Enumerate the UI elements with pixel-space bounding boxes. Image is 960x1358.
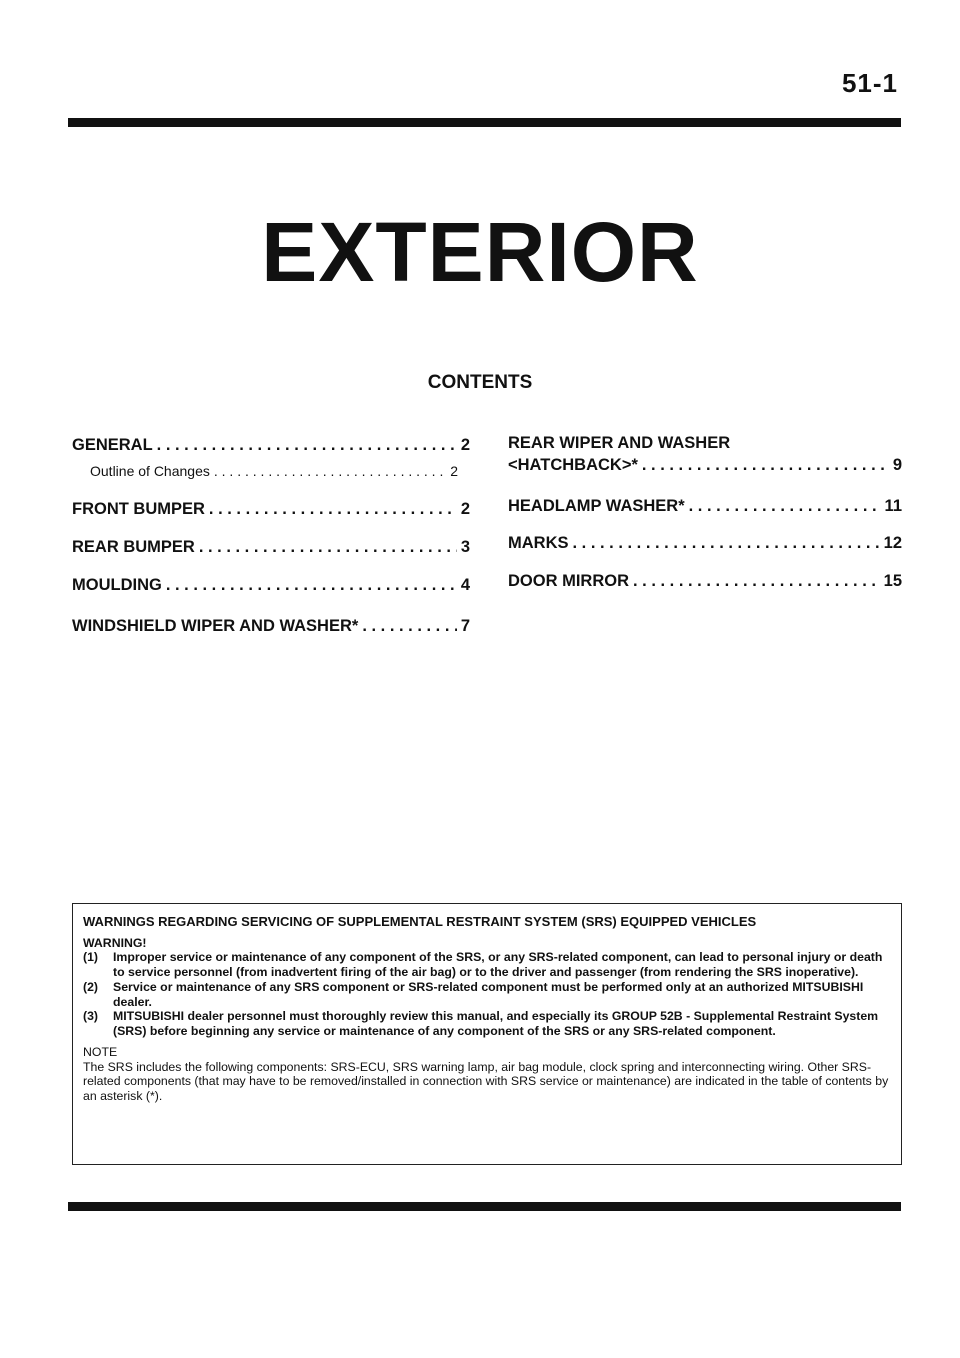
toc-entry-outline-of-changes[interactable] [90,463,458,479]
toc-page: 4 [460,576,470,594]
page-number: 51-1 [841,68,898,98]
top-rule [68,118,901,127]
warning-item [83,980,891,1010]
toc-leader [642,456,889,475]
toc-page: 9 [892,456,902,474]
bottom-rule [68,1202,901,1211]
toc-page: 2 [460,500,470,518]
toc-label-rear-wiper-line1[interactable]: REAR WIPER AND WASHER [508,434,731,452]
toc-label: <HATCHBACK>* [508,456,638,474]
note-label: NOTE [83,1044,118,1059]
toc-leader [214,463,446,479]
toc-page: 12 [883,534,902,552]
warning-item-number: (3) [83,1009,99,1024]
toc-entry-door-mirror[interactable] [508,572,902,591]
warning-item [83,1009,891,1039]
toc-label: GENERAL [72,436,153,454]
toc-leader [573,534,880,553]
toc-leader [633,572,880,591]
toc-page: 2 [460,436,470,454]
toc-label: MOULDING [72,576,162,594]
toc-leader [209,500,457,519]
toc-leader [362,617,457,636]
toc-entry-moulding[interactable] [72,576,470,595]
toc-label: HEADLAMP WASHER* [508,497,685,515]
toc-label: WINDSHIELD WIPER AND WASHER* [72,617,359,635]
toc-entry-marks[interactable] [508,534,902,553]
contents-heading: CONTENTS [427,372,533,393]
note-text: The SRS includes the following components: SRS-ECU, SRS warning lamp, air bag module, clock spring and interconnecting wiring. Other SRS-related components (that may have to be removed/installed in connection with SRS service or maintenance) are indicated in the table of contents by an asterisk (*). [83,1059,889,1104]
toc-leader [157,436,457,455]
warning-heading: WARNINGS REGARDING SERVICING OF SUPPLEMENTAL RESTRAINT SYSTEM (SRS) EQUIPPED VEHICLES [83,914,757,929]
page-title: EXTERIOR [261,205,699,299]
toc-page: 15 [883,572,902,590]
srs-warning-box [72,903,902,1165]
toc-entry-general[interactable] [72,436,470,455]
warning-item-number: (1) [83,950,99,965]
toc-entry-front-bumper[interactable] [72,500,470,519]
toc-page: 3 [460,538,470,556]
toc-entry-rear-wiper[interactable] [508,456,902,475]
warning-item-number: (2) [83,979,99,994]
toc-leader [199,538,457,557]
warning-item-text: Service or maintenance of any SRS component or SRS-related component must be performed only at an authorized MITSUBISHI dealer. [113,979,864,1009]
warning-label: WARNING! [83,935,147,950]
toc-leader [689,497,881,516]
toc-page: 11 [884,497,902,515]
toc-label: DOOR MIRROR [508,572,629,590]
toc-entry-windshield-wiper[interactable] [72,617,470,636]
toc-label: FRONT BUMPER [72,500,205,518]
toc-label: REAR BUMPER [72,538,195,556]
toc-page: 2 [450,463,458,479]
toc-entry-rear-bumper[interactable] [72,538,470,557]
warning-item-text: MITSUBISHI dealer personnel must thoroughly review this manual, and especially its GROUP 52B - Supplemental Restraint System (SRS) before beginning any service or maintenance of any component of the SRS or any SRS-related component. [113,1009,879,1039]
warning-item [83,950,891,980]
toc-label: Outline of Changes [90,463,210,479]
warning-item-text: Improper service or maintenance of any component of the SRS, or any SRS-related component, can lead to personal injury or death to service personnel (from inadvertent firing of the air bag) or to the driver and passenger (from rendering the SRS inoperative). [113,950,883,980]
toc-entry-headlamp-washer[interactable] [508,497,902,516]
toc-page: 7 [460,617,470,635]
toc-leader [166,576,457,595]
toc-label: MARKS [508,534,569,552]
